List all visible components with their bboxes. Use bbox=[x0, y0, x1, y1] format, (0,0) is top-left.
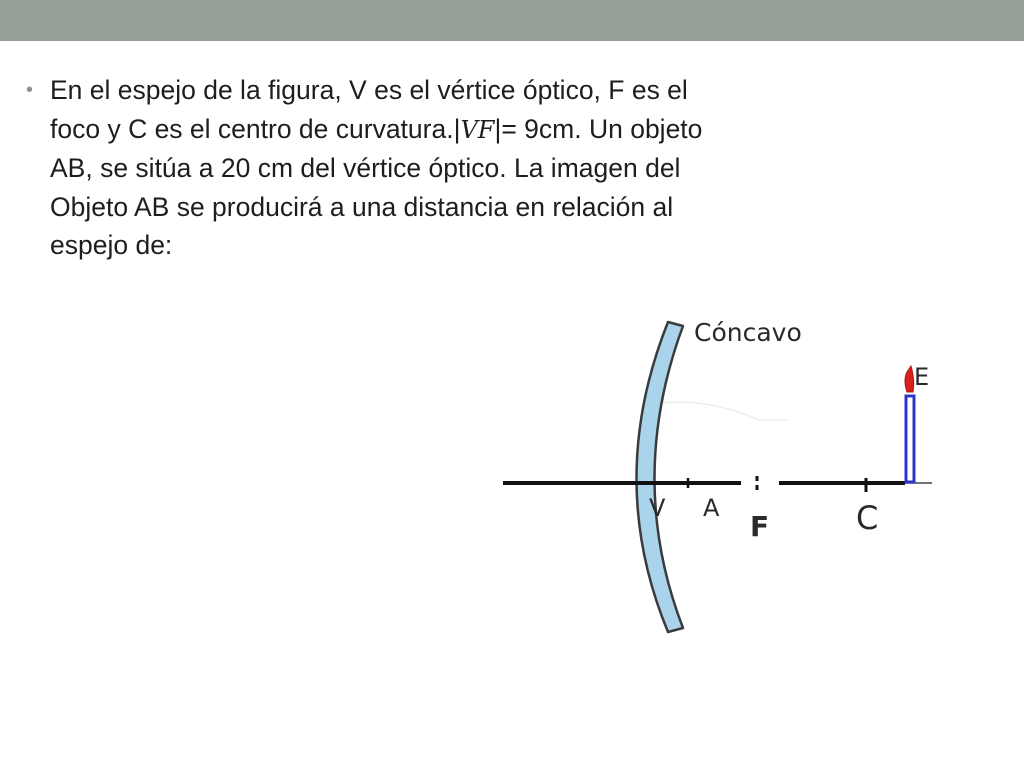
bullet-dot-icon: • bbox=[26, 79, 34, 101]
sketch-artifact bbox=[648, 402, 760, 420]
object-ab bbox=[906, 396, 914, 482]
mirror-type-label: Cóncavo bbox=[694, 318, 802, 347]
question-text-part-2: |= 9cm. Un objeto AB, se sitúa a 20 cm del vértice óptico. La imagen del Objeto AB se producirá a una distancia en relación al espejo de: bbox=[50, 113, 703, 260]
object-tip-red bbox=[905, 366, 914, 392]
concave-mirror bbox=[637, 322, 684, 632]
label-focus: F bbox=[750, 510, 770, 543]
question-text-part-1: En el espejo de la figura, V es el vértice óptico, F es el foco y C es el centro de curvatura.| bbox=[50, 75, 688, 144]
math-vf: VF bbox=[460, 115, 495, 144]
label-center: C bbox=[856, 499, 879, 537]
label-object-top: E bbox=[914, 363, 930, 391]
label-point-a: A bbox=[703, 494, 720, 522]
label-vertex: V bbox=[649, 494, 666, 522]
